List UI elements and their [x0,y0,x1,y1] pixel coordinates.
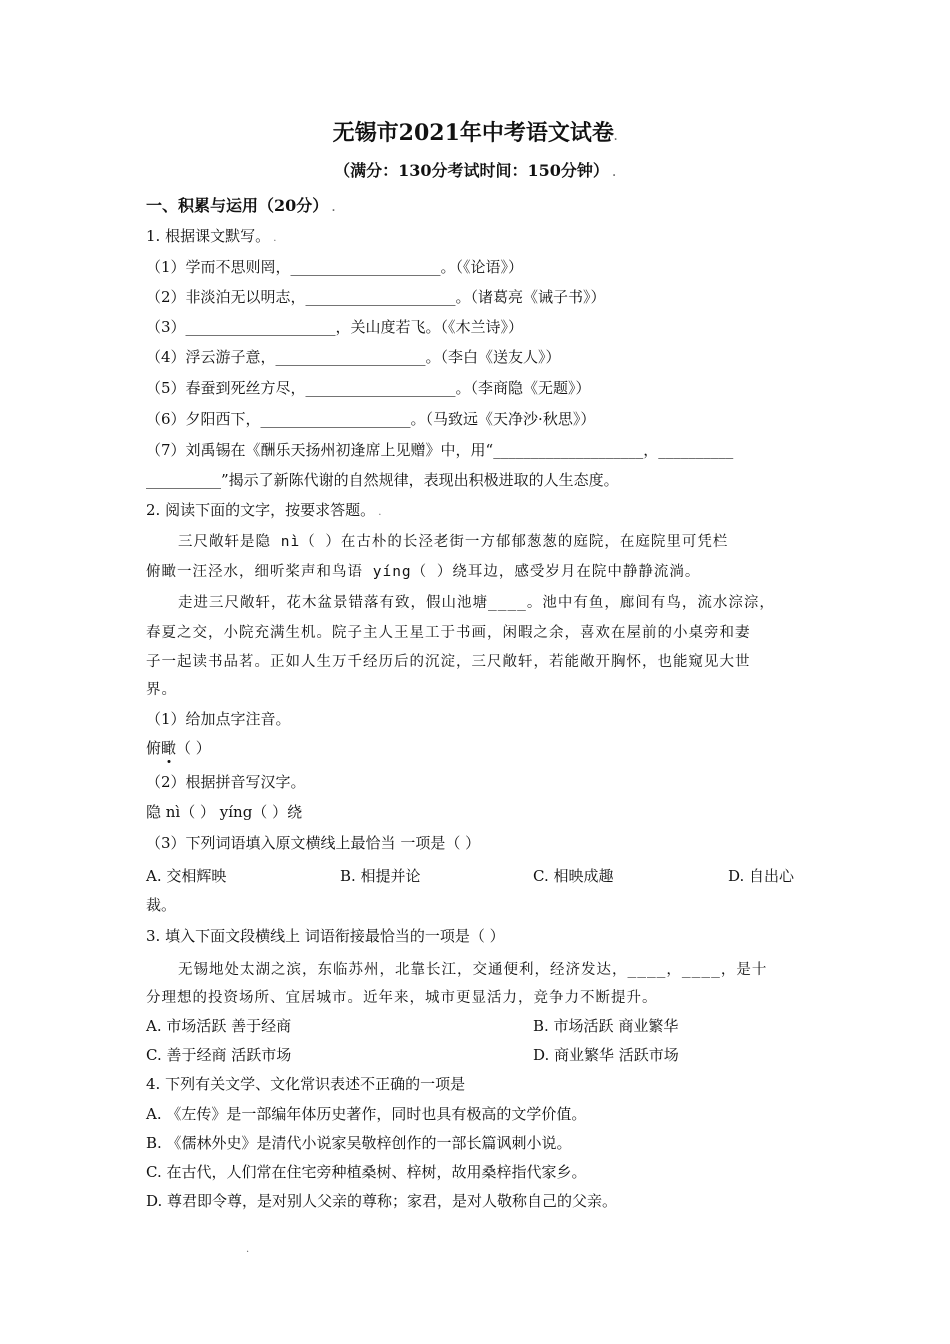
q3-option-c: C. 善于经商 活跃市场 [146,1046,292,1064]
q2-option-a: A. 交相辉映 [146,867,227,885]
q2-passage-line: 界。 [146,682,177,698]
q1-item-1: （1）学而不思则罔，____________________。（《论语》） [146,258,524,276]
q2-option-b: B. 相提并论 [340,867,421,885]
q3-option-b: B. 市场活跃 商业繁华 [533,1017,679,1035]
q3-stem: 3. 填入下面文段横线上 词语衔接最恰当的一项是（ ） [146,927,505,945]
q3-option-d: D. 商业繁华 活跃市场 [533,1046,679,1064]
q1-item-3: （3）____________________，关山度若飞。（《木兰诗》） [146,318,524,336]
q1-item-6: （6）夕阳西下，____________________。（马致远《天净沙·秋思》） [146,410,596,428]
q1-item-2: （2）非淡泊无以明志，____________________。（诸葛亮《诫子书》） [146,288,606,306]
q2-option-d: D. 自出心 [728,867,795,885]
q2-passage-line: 子一起读书品茗。正如人生万千经历后的沉淀，三尺敞轩，若能敞开胸怀，也能窥见大世 [146,654,751,670]
q3-option-a: A. 市场活跃 善于经商 [146,1017,292,1035]
q4-option-d: D. 尊君即令尊，是对别人父亲的尊称；家君，是对人敬称自己的父亲。 [146,1192,618,1210]
section-heading: 一、积累与运用（20分） . [146,196,336,215]
q2-sub1: （1）给加点字注音。 [146,710,291,728]
q2-sub3: （3）下列词语填入原文横线上最恰当 一项是（ ） [146,834,481,852]
q1-item-7-cont: __________”揭示了新陈代谢的自然规律，表现出积极进取的人生态度。 [146,471,619,489]
page-mark: . [246,1244,250,1255]
char-fu: 俯 [146,739,162,757]
q1-stem: 1. 根据课文默写。 . [146,227,277,245]
q2-option-d-wrap: 裁。 [146,896,177,914]
q2-sub2: （2）根据拼音写汉字。 [146,773,306,791]
q3-passage-line: 分理想的投资场所、宜居城市。近年来，城市更显活力，竞争力不断提升。 [146,990,658,1006]
q2-passage-line: 走进三尺敞轩，花木盆景错落有致，假山池塘____。池中有鱼，廊间有鸟，流水淙淙， [178,595,775,611]
q2-passage-line: 春夏之交，小院充满生机。院子主人王星工于书画，闲暇之余，喜欢在屋前的小桌旁和妻 [146,625,751,641]
char-kan-dotted: 瞰 [161,739,177,757]
exam-subtitle: （满分：130分考试时间：150分钟） . [334,161,616,180]
q2-option-c: C. 相映成趣 [533,867,614,885]
exam-title: 无锡市2021年中考语文试卷. [332,120,618,146]
q1-item-5: （5）春蚕到死丝方尽，____________________。（李商隐《无题》） [146,379,591,397]
q1-item-7: （7）刘禹锡在《酬乐天扬州初逢席上见赠》中，用“____________________，__________ [146,441,734,459]
q2-stem: 2. 阅读下面的文字，按要求答题。 . [146,501,382,519]
q1-item-4: （4）浮云游子意，____________________。（李白《送友人》） [146,348,561,366]
q4-option-c: C. 在古代，人们常在住宅旁种植桑树、梓树，故用桑梓指代家乡。 [146,1163,587,1181]
q2-passage-line: 俯瞰一汪泾水，细听桨声和鸟语 yíng（ ）绕耳边，感受岁月在院中静静流淌。 [146,564,701,580]
q4-stem: 4. 下列有关文学、文化常识表述不正确的一项是 [146,1075,466,1093]
q2-sub2-answer: 隐 nì（ ） yíng（ ）绕 [146,803,303,821]
q2-sub1-answer [146,738,211,758]
q2-passage-line: 三尺敞轩是隐 nì（ ）在古朴的长泾老街一方郁郁葱葱的庭院，在庭院里可凭栏 [178,534,729,550]
q4-option-a: A. 《左传》是一部编年体历史著作，同时也具有极高的文学价值。 [146,1105,587,1123]
q3-passage-line: 无锡地处太湖之滨，东临苏州，北靠长江，交通便利，经济发达，____，____，是十 [178,962,768,978]
answer-blank: （ ） [176,739,211,757]
q4-option-b: B. 《儒林外史》是清代小说家吴敬梓创作的一部长篇讽刺小说。 [146,1134,572,1152]
